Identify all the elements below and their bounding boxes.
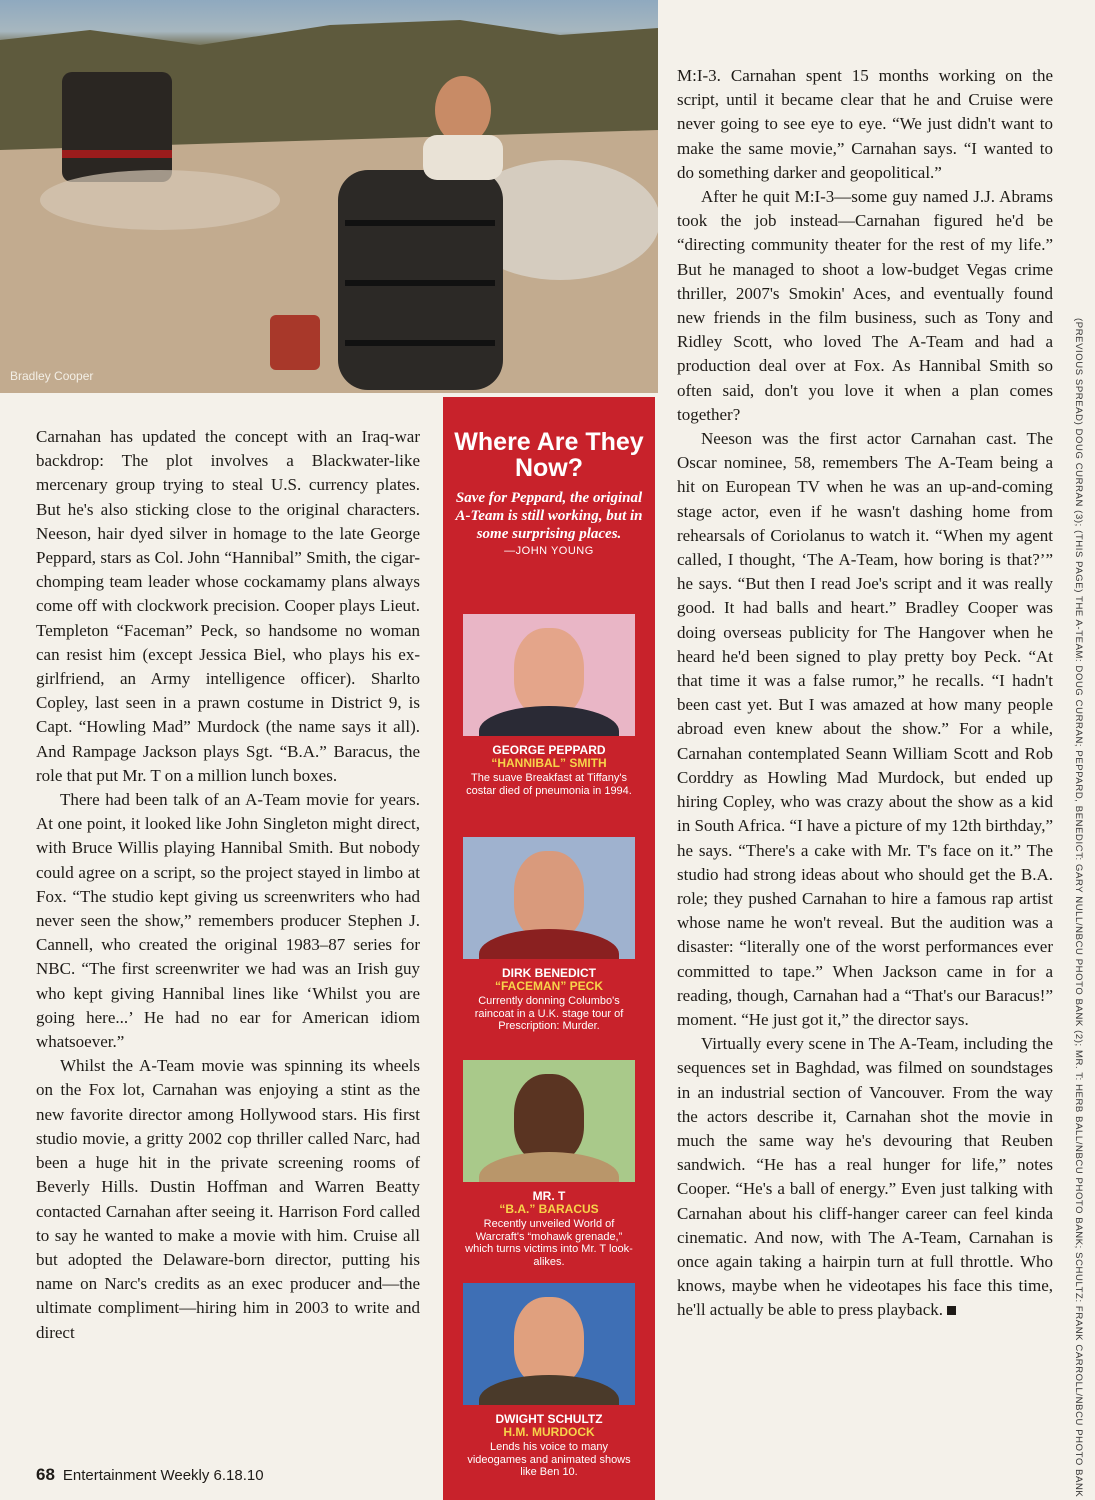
cast-description: Currently donning Columbo's raincoat in a U.K. stage tour of Prescription: Murder. bbox=[474, 995, 624, 1032]
sidebar-byline: —JOHN YOUNG bbox=[504, 545, 594, 557]
cast-name: GEORGE PEPPARD bbox=[492, 743, 606, 757]
article-paragraph: Carnahan has updated the concept with an Iraq-war backdrop: The plot involves a Blackwater-like mercenary group trying to steal U.S. currency plates. But he's also sticking close to the original characters. Neeson, hair dyed silver in homage to the late George Peppard, stars as Col. John “Hannibal” Smith, the cigar-chomping team leader whose cockamamy plans always come off with clockwork precision. Cooper plays Lieut. Templeton “Faceman” Peck, so handsome no woman can resist him (except Jessica Biel, who plays his ex-girlfriend, an Army intelligence officer). Sharlto Copley, last seen in a prawn costume in District 9, is Capt. “Howling Mad” Murdock (the name says it all). And Rampage Jackson plays Sgt. “B.A.” Baracus, the role that put Mr. T on a million lunch boxes. bbox=[36, 427, 420, 785]
final-paragraph-text: Virtually every scene in The A-Team, including the sequences set in Baghdad, was filmed on soundstages in an industrial section of Vancouver. From the way the actors describe it, Carnahan shot the movie in much the same way he's devouring that Reuben sandwich. “He has a real hunger for life,” notes Cooper. “He's a ball of energy.” Even just talking with Carnahan about his cliff-hanger career can feel kinda cinematic. And now, with The A-Team, Carnahan is once again taking a hairpin turn at full throttle. Who knows, maybe when he videotapes his face this time, he'll actually be able to press playback. bbox=[677, 1034, 1053, 1320]
article-right-column bbox=[677, 64, 1053, 1323]
page-footer bbox=[36, 1465, 264, 1485]
cast-description: Recently unveiled World of Warcraft's “mohawk grenade,” which turns victims into Mr. T look-alikes. bbox=[465, 1218, 633, 1268]
cast-role: “FACEMAN” PECK bbox=[494, 979, 603, 993]
cast-description: The suave Breakfast at Tiffany's costar died of pneumonia in 1994. bbox=[466, 772, 632, 797]
cast-role: H.M. MURDOCK bbox=[503, 1425, 595, 1439]
cast-card-peppard bbox=[463, 614, 635, 797]
cast-description: Lends his voice to many videogames and animated shows like Ben 10. bbox=[467, 1441, 631, 1478]
article-paragraph: M:I-3. Carnahan spent 15 months working on the script, until it became clear that he and Cruise were never going to see eye to eye. “We just didn't want to make the same movie,” Carnahan says. “I wanted to do something darker and geopolitical.” bbox=[677, 66, 1053, 182]
portrait-mr-t bbox=[463, 1060, 635, 1182]
sidebar-deck: Save for Peppard, the original A-Team is still working, but in some surprising places. bbox=[455, 490, 643, 542]
cast-card-schultz bbox=[463, 1283, 635, 1479]
cast-role: “B.A.” BARACUS bbox=[499, 1202, 599, 1216]
photo-credits bbox=[1066, 318, 1086, 1498]
where-are-they-now-sidebar bbox=[443, 397, 655, 1500]
cast-name: MR. T bbox=[532, 1189, 566, 1203]
cast-card-benedict bbox=[463, 837, 635, 1033]
photo-credits-text: (PREVIOUS SPREAD) DOUG CURRAN (3); (THIS PAGE) THE A-TEAM: DOUG CURRAN; PEPPARD, BENEDICT: GARY NULL/NBCU PHOTO BANK (2); MR. T: HERB BALL/NBCU PHOTO BANK; SCHULTZ: FRANK CARROLL/NBCU PHOTO BANK bbox=[1073, 318, 1084, 1498]
article-paragraph: Neeson was the first actor Carnahan cast. The Oscar nominee, 58, remembers The A-Team being a hit on European TV when he was an up-and-coming stage actor, even if he wasn't dashing home from rehearsals of Coriolanus to watch it. “When my agent called, I thought, ‘The A-Team, how boring is that?’” he says. “But then I read Joe's script and it was really good. It had balls and heart.” Bradley Cooper was doing overseas publicity for The Hangover when he heard he'd been signed to play pretty boy Peck. “At that time it was a false rumor,” he recalls. “I hadn't been cast yet. But I was amazed at how many people abroad even knew about the show.” For a while, Carnahan contemplated Seann William Scott and Rob Corddry as Howling Mad Murdock, but ended up hiring Copley, who was crazy about the show as a kid in South Africa. “I have a picture of my 12th birthday,” he says. “There's a cake with Mr. T's face on it.” The studio had strong ideas about who should get the B.A. role; they pushed Carnahan to hire a famous rap artist whose name he won't reveal. But the audition was a disaster: “literally one of the worst performances ever committed to tape.” When Jackson came in for a reading, though, Carnahan had a “That's our Baracus!” moment. “He just got it,” the director says. bbox=[677, 429, 1053, 1029]
portrait-peppard bbox=[463, 614, 635, 736]
hero-photo bbox=[0, 0, 658, 393]
article-left-column bbox=[36, 425, 420, 1345]
desert-scene-illustration bbox=[0, 0, 658, 393]
article-paragraph: There had been talk of an A-Team movie for years. At one point, it looked like John Singleton might direct, with Bruce Willis playing Hannibal Smith. But nobody could agree on a script, so the project stayed in limbo at Fox. “The studio kept giving us screenwriters who had never seen the show,” remembers producer Stephen J. Cannell, who created the original 1983–87 series for NBC. “The first screenwriter we had was an Irish guy who kept giving Hannibal lines like ‘Whilst you are going here...’ He had no ear for American idiom whatsoever.” bbox=[36, 790, 420, 1052]
article-paragraph: Whilst the A-Team movie was spinning its wheels on the Fox lot, Carnahan was enjoying a stint as the new favorite director among Hollywood stars. His first studio movie, a gritty 2002 cop thriller called Narc, had been a huge hit in the private screening rooms of Beverly Hills. Dustin Hoffman and Warren Beatty contacted Carnahan after seeing it. Harrison Ford called to say he wanted to make a movie with him. Cruise all but adopted the Delaware-born director, putting his name on Narc's credits as an exec producer and—the ultimate compliment—hiring him in 2003 to write and direct bbox=[36, 1056, 420, 1342]
portrait-benedict bbox=[463, 837, 635, 959]
end-mark-icon bbox=[947, 1306, 956, 1315]
sidebar-title: Where Are They Now? bbox=[454, 428, 644, 482]
photo-caption: Bradley Cooper bbox=[10, 369, 94, 383]
cast-role: “HANNIBAL” SMITH bbox=[491, 756, 607, 770]
portrait-schultz bbox=[463, 1283, 635, 1405]
article-paragraph: After he quit M:I-3—some guy named J.J. Abrams took the job instead—Carnahan figured he'd be “directing community theater for the rest of my life.” But he managed to shoot a low-budget Vegas crime thriller, 2007's Smokin' Aces, and eventually found new friends in the film business, such as Tony and Ridley Scott, who loved The A-Team and had a production deal over at Fox. As Hannibal Smith so often said, don't you love it when a plan comes together? bbox=[677, 187, 1053, 424]
cast-name: DIRK BENEDICT bbox=[501, 966, 596, 980]
page-number: 68 bbox=[36, 1465, 55, 1484]
cast-card-mr-t bbox=[463, 1060, 635, 1268]
cast-name: DWIGHT SCHULTZ bbox=[495, 1412, 603, 1426]
article-paragraph bbox=[677, 1032, 1053, 1322]
publication-line: Entertainment Weekly 6.18.10 bbox=[62, 1467, 264, 1484]
